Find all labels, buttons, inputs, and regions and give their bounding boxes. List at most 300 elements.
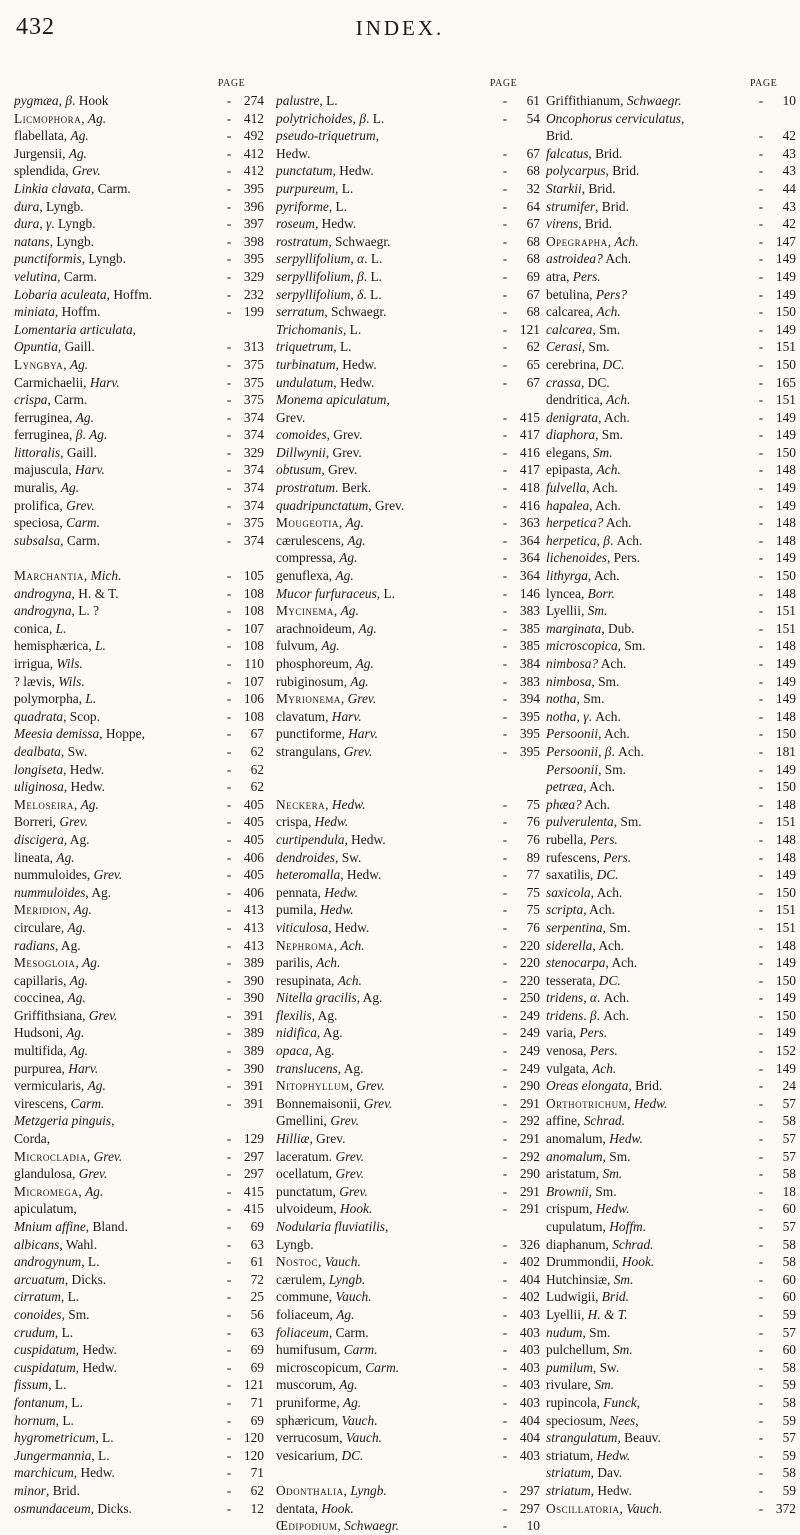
entry-name: Jungermannia, L. <box>14 1447 110 1463</box>
index-entry <box>546 198 796 216</box>
entry-name: verrucosum, Vauch. <box>276 1430 382 1446</box>
entry-dash: - <box>502 1359 508 1375</box>
index-entry <box>14 127 264 145</box>
entry-name: flabellata, Ag. <box>14 128 89 144</box>
entry-page: 150 <box>775 444 796 460</box>
entry-dash: - <box>226 1060 232 1076</box>
entry-name: nidifica, Ag. <box>276 1025 343 1041</box>
index-entry <box>276 567 540 585</box>
entry-name: aristatum, Sm. <box>546 1166 623 1182</box>
entry-dash: - <box>226 1166 232 1182</box>
entry-dash: - <box>502 743 508 759</box>
entry-page: 385 <box>519 620 540 636</box>
entry-dash: - <box>502 814 508 830</box>
entry-page: 403 <box>519 1447 540 1463</box>
entry-dash: - <box>758 1236 764 1252</box>
entry-name: Oncophorus cerviculatus, <box>546 110 685 126</box>
entry-name: Oscillatoria, Vauch. <box>546 1500 663 1516</box>
index-entry <box>276 303 540 321</box>
index-entry <box>276 690 540 708</box>
index-entry <box>546 1253 796 1271</box>
index-entry <box>546 321 796 339</box>
index-entry <box>546 1218 796 1236</box>
entry-dash: - <box>758 656 764 671</box>
entry-page: 42 <box>782 128 796 144</box>
entry-name: striatum, Hedw. <box>546 1447 631 1463</box>
entry-page: 389 <box>243 1043 264 1059</box>
entry-page: 406 <box>243 849 264 865</box>
entry-name: conica, L. <box>14 620 67 636</box>
entry-page: 148 <box>775 515 796 531</box>
index-entry <box>14 1288 264 1306</box>
entry-name: nimbosa, Sm. <box>546 673 620 689</box>
entry-page: 107 <box>243 620 264 636</box>
index-entry <box>14 1412 264 1430</box>
index-entry <box>546 1024 796 1042</box>
entry-dash: - <box>502 603 508 619</box>
index-entry <box>276 1324 540 1342</box>
entry-page: 57 <box>782 1430 796 1446</box>
entry-name: compressa, Ag. <box>276 550 358 566</box>
entry-dash: - <box>502 1060 508 1076</box>
entry-page: 405 <box>243 831 264 847</box>
entry-name: vesicarium, DC. <box>276 1447 364 1463</box>
entry-dash: - <box>758 1430 764 1446</box>
entry-name: punctatum, Hedw. <box>276 163 374 179</box>
index-entry <box>276 655 540 673</box>
index-entry <box>546 1007 796 1025</box>
index-entry <box>546 1412 796 1430</box>
entry-page: 147 <box>775 233 796 249</box>
entry-name: undulatum, Hedw. <box>276 374 375 390</box>
index-entry <box>276 198 540 216</box>
entry-dash: - <box>502 286 508 302</box>
entry-page: 181 <box>775 743 796 759</box>
entry-name: crispa, Hedw. <box>276 814 349 830</box>
entry-name: varia, Pers. <box>546 1025 608 1041</box>
entry-name: Hutchinsiæ, Sm. <box>546 1271 634 1287</box>
entry-page: 374 <box>243 497 264 513</box>
entry-dash: - <box>226 1324 232 1340</box>
index-entry <box>546 796 796 814</box>
entry-name: natans, Lyngb. <box>14 233 94 249</box>
entry-dash: - <box>758 515 764 531</box>
entry-name: hornum, L. <box>14 1412 74 1428</box>
entry-name: Micromega, Ag. <box>14 1183 104 1199</box>
entry-name: astroidea? Ach. <box>546 251 632 267</box>
index-entry <box>276 1500 540 1518</box>
index-entry <box>276 831 540 849</box>
index-entry <box>546 1394 796 1412</box>
index-entry <box>546 1042 796 1060</box>
entry-dash: - <box>226 286 232 302</box>
index-entry <box>276 1429 540 1447</box>
index-entry <box>546 268 796 286</box>
entry-name: cuspidatum, Hedw. <box>14 1359 117 1375</box>
entry-name: Hudsoni, Ag. <box>14 1025 85 1041</box>
index-entry <box>546 391 796 409</box>
entry-page: 395 <box>243 251 264 267</box>
entry-page: 69 <box>250 1342 264 1358</box>
entry-dash: - <box>226 919 232 935</box>
entry-dash: - <box>502 867 508 883</box>
entry-name: Grev. <box>276 409 306 425</box>
entry-name: Persoonii, Ach. <box>546 726 630 742</box>
entry-page: 65 <box>526 356 540 372</box>
index-entry <box>546 567 796 585</box>
entry-page: 150 <box>775 884 796 900</box>
index-entry <box>276 1253 540 1271</box>
entry-page: 391 <box>243 1078 264 1094</box>
entry-name: falcatus, Brid. <box>546 145 623 161</box>
index-entry <box>276 901 540 919</box>
index-entry <box>546 409 796 427</box>
entry-page: 390 <box>243 1060 264 1076</box>
entry-name: androgyna, L. ? <box>14 603 100 619</box>
entry-dash: - <box>226 1095 232 1111</box>
entry-dash: - <box>758 1025 764 1041</box>
entry-dash: - <box>758 550 764 566</box>
entry-page: 110 <box>244 656 264 671</box>
index-entry <box>14 989 264 1007</box>
entry-name: circulare, Ag. <box>14 919 86 935</box>
entry-dash: - <box>226 409 232 425</box>
entry-name: Drummondii, Hook. <box>546 1254 655 1270</box>
entry-name: fulvum, Ag. <box>276 638 340 654</box>
entry-dash: - <box>502 1306 508 1322</box>
entry-name: Nephroma, Ach. <box>276 937 365 953</box>
entry-page: 75 <box>526 796 540 812</box>
entry-name: anomalum, Hedw. <box>546 1131 643 1147</box>
entry-dash: - <box>226 691 232 707</box>
entry-page: 42 <box>782 216 796 232</box>
entry-name: fontanum, L. <box>14 1394 83 1410</box>
entry-name: diaphanum, Schrad. <box>546 1236 654 1252</box>
entry-name: serpyllifolium, α. L. <box>276 251 383 267</box>
entry-page: 149 <box>775 268 796 284</box>
index-entry <box>14 514 264 532</box>
entry-dash: - <box>758 1060 764 1076</box>
index-entry <box>546 637 796 655</box>
entry-name: Hilliæ, Grev. <box>276 1131 346 1147</box>
entry-dash: - <box>758 1412 764 1428</box>
entry-dash: - <box>226 462 232 478</box>
entry-name: rufescens, Pers. <box>546 849 632 865</box>
entry-page: 492 <box>243 128 264 144</box>
entry-dash: - <box>226 656 232 671</box>
entry-name: parilis, Ach. <box>276 955 341 971</box>
entry-name: pumilum, Sw. <box>546 1359 620 1375</box>
entry-dash: - <box>758 955 764 971</box>
entry-page: 61 <box>526 93 540 108</box>
entry-page: 59 <box>782 1377 796 1393</box>
entry-dash: - <box>758 1043 764 1059</box>
entry-name: calcarea, Ach. <box>546 304 621 320</box>
index-entry <box>546 690 796 708</box>
entry-page: 274 <box>243 93 264 108</box>
entry-name: androgynum, L. <box>14 1254 100 1270</box>
entry-name: striatum, Dav. <box>546 1465 623 1481</box>
index-entry <box>14 937 264 955</box>
entry-dash: - <box>502 550 508 566</box>
index-column-1 <box>14 92 264 1517</box>
entry-page: 149 <box>775 990 796 1006</box>
entry-page: 385 <box>519 638 540 654</box>
index-entry <box>546 673 796 691</box>
entry-dash: - <box>758 1447 764 1463</box>
index-entry <box>276 602 540 620</box>
entry-dash: - <box>758 990 764 1006</box>
entry-page: 129 <box>243 1131 264 1147</box>
entry-page: 329 <box>243 444 264 460</box>
entry-page: 150 <box>775 972 796 988</box>
index-entry <box>14 796 264 814</box>
entry-page: 43 <box>782 145 796 161</box>
entry-name: Mnium affine, Bland. <box>14 1219 128 1234</box>
index-entry <box>276 1077 540 1095</box>
index-entry <box>276 514 540 532</box>
entry-dash: - <box>758 743 764 759</box>
index-entry <box>14 1359 264 1377</box>
entry-dash: - <box>502 1095 508 1111</box>
index-entry <box>276 409 540 427</box>
entry-dash: - <box>502 198 508 214</box>
entry-page: 150 <box>775 568 796 584</box>
entry-name: diaphora, Sm. <box>546 427 624 443</box>
entry-page: 62 <box>250 1482 264 1498</box>
index-entry <box>276 338 540 356</box>
entry-page: 418 <box>519 480 540 496</box>
index-entry <box>14 901 264 919</box>
entry-page: 375 <box>243 392 264 408</box>
entry-dash: - <box>758 251 764 267</box>
entry-dash: - <box>226 849 232 865</box>
entry-dash: - <box>758 444 764 460</box>
entry-name: Lyngb. <box>276 1236 314 1252</box>
entry-dash: - <box>758 532 764 548</box>
entry-page: 395 <box>519 708 540 724</box>
index-entry <box>14 356 264 374</box>
entry-dash: - <box>226 145 232 161</box>
entry-page: 297 <box>519 1482 540 1498</box>
index-entry <box>276 919 540 937</box>
entry-dash: - <box>226 339 232 355</box>
entry-dash: - <box>226 304 232 320</box>
entry-page: 63 <box>250 1236 264 1252</box>
entry-page: 67 <box>526 286 540 302</box>
entry-name: saxicola, Ach. <box>546 884 623 900</box>
entry-page: 59 <box>782 1306 796 1322</box>
entry-name: Borreri, Grev. <box>14 814 88 830</box>
entry-page: 150 <box>775 779 796 795</box>
entry-page: 59 <box>782 1412 796 1428</box>
entry-dash: - <box>758 585 764 601</box>
entry-dash: - <box>226 1482 232 1498</box>
entry-name: rivulare, Sm. <box>546 1377 615 1393</box>
entry-name: notha, γ. Ach. <box>546 708 621 724</box>
entry-name: cerebrina, DC. <box>546 356 625 372</box>
entry-dash: - <box>502 585 508 601</box>
entry-page: 232 <box>243 286 264 302</box>
entry-name: Corda, <box>14 1131 51 1147</box>
entry-page: 148 <box>775 937 796 953</box>
entry-dash: - <box>502 1113 508 1129</box>
index-entry <box>14 1447 264 1465</box>
index-entry <box>276 1271 540 1289</box>
entry-name: conoides, Sm. <box>14 1306 90 1322</box>
entry-dash: - <box>226 902 232 918</box>
entry-dash: - <box>226 1043 232 1059</box>
entry-name: vulgata, Ach. <box>546 1060 617 1076</box>
index-entry <box>276 972 540 990</box>
entry-page: 69 <box>250 1359 264 1375</box>
entry-dash: - <box>758 93 764 108</box>
index-entry <box>546 356 796 374</box>
entry-dash: - <box>226 374 232 390</box>
entry-dash: - <box>502 1342 508 1358</box>
index-entry <box>14 1183 264 1201</box>
index-entry <box>546 514 796 532</box>
entry-page: 291 <box>519 1201 540 1217</box>
entry-page: 250 <box>519 990 540 1006</box>
entry-page: 403 <box>519 1306 540 1322</box>
entry-page: 249 <box>519 1025 540 1041</box>
index-entry <box>14 585 264 603</box>
entry-page: 44 <box>782 180 796 196</box>
entry-name: cirratum, L. <box>14 1289 80 1305</box>
entry-page: 416 <box>519 497 540 513</box>
index-entry <box>14 162 264 180</box>
index-entry <box>276 233 540 251</box>
entry-dash: - <box>758 1342 764 1358</box>
entry-page: 413 <box>243 937 264 953</box>
index-entry <box>546 1060 796 1078</box>
entry-dash: - <box>758 1482 764 1498</box>
index-entry <box>546 1130 796 1148</box>
entry-page: 297 <box>243 1148 264 1164</box>
entry-page: 412 <box>243 163 264 179</box>
entry-name: multifida, Ag. <box>14 1043 89 1059</box>
entry-name: rubiginosum, Ag. <box>276 673 369 689</box>
entry-name: Marchantia, Mich. <box>14 568 122 584</box>
entry-name: pennata, Hedw. <box>276 884 358 900</box>
entry-dash: - <box>758 145 764 161</box>
entry-page: 62 <box>250 779 264 795</box>
entry-page: 403 <box>519 1377 540 1393</box>
index-entry <box>14 761 264 779</box>
entry-name: littoralis, Gaill. <box>14 444 97 460</box>
entry-page: 199 <box>243 304 264 320</box>
entry-dash: - <box>226 884 232 900</box>
index-entry <box>546 1112 796 1130</box>
index-entry <box>14 374 264 392</box>
entry-name: translucens, Ag. <box>276 1060 364 1076</box>
index-entry <box>14 1464 264 1482</box>
index-entry <box>14 286 264 304</box>
entry-name: minor, Brid. <box>14 1482 80 1498</box>
entry-name: Myrionema, Grev. <box>276 691 377 707</box>
entry-name: cuspidatum, Hedw. <box>14 1342 117 1358</box>
entry-page: 146 <box>519 585 540 601</box>
entry-page: 249 <box>519 1007 540 1023</box>
entry-name: pyriforme, L. <box>276 198 348 214</box>
entry-name: pygmæa, β. Hook <box>14 93 109 108</box>
entry-page: 107 <box>243 673 264 689</box>
entry-name: ulvoideum, Hook. <box>276 1201 373 1217</box>
index-entry <box>276 989 540 1007</box>
entry-dash: - <box>226 831 232 847</box>
index-entry <box>546 884 796 902</box>
index-entry <box>276 92 540 110</box>
entry-name <box>276 761 498 779</box>
entry-name: Neckera, Hedw. <box>276 796 366 812</box>
entry-name: epipasta, Ach. <box>546 462 621 478</box>
entry-dash: - <box>226 110 232 126</box>
entry-dash: - <box>502 497 508 513</box>
entry-name: notha, Sm. <box>546 691 605 707</box>
entry-page: 149 <box>775 691 796 707</box>
entry-dash: - <box>502 1289 508 1305</box>
entry-dash: - <box>758 884 764 900</box>
entry-dash: - <box>502 163 508 179</box>
entry-name: betulina, Pers? <box>546 286 628 302</box>
entry-dash: - <box>502 145 508 161</box>
entry-name: rupincola, Funck, <box>546 1394 641 1410</box>
entry-page: 149 <box>775 761 796 777</box>
entry-dash: - <box>502 1043 508 1059</box>
entry-dash: - <box>226 356 232 372</box>
entry-name: virescens, Carm. <box>14 1095 105 1111</box>
entry-name: sphæricum, Vauch. <box>276 1412 378 1428</box>
index-entry <box>276 725 540 743</box>
entry-name: obtusum, Grev. <box>276 462 358 478</box>
entry-name: uliginosa, Hedw. <box>14 779 106 795</box>
index-entry <box>276 497 540 515</box>
entry-name: splendida, Grev. <box>14 163 101 179</box>
entry-name: albicans, Wahl. <box>14 1236 98 1252</box>
entry-page: 384 <box>519 656 540 671</box>
entry-name: palustre, L. <box>276 93 338 108</box>
entry-name: vermicularis, Ag. <box>14 1078 106 1094</box>
entry-dash: - <box>758 708 764 724</box>
entry-name: Œdipodium, Schwaegr. <box>276 1518 399 1534</box>
entry-dash: - <box>502 708 508 724</box>
index-entry <box>14 1200 264 1218</box>
index-entry <box>276 268 540 286</box>
entry-page: 383 <box>519 673 540 689</box>
entry-name: dendroides, Sw. <box>276 849 362 865</box>
entry-name: muralis, Ag. <box>14 480 80 496</box>
entry-page: 108 <box>243 603 264 619</box>
entry-page: 59 <box>782 1482 796 1498</box>
entry-page: 68 <box>526 304 540 320</box>
entry-dash: - <box>226 1078 232 1094</box>
entry-name: majuscula, Harv. <box>14 462 105 478</box>
index-entry <box>546 1095 796 1113</box>
entry-page: 415 <box>243 1183 264 1199</box>
entry-page: 402 <box>519 1254 540 1270</box>
entry-name: dura, Lyngb. <box>14 198 84 214</box>
entry-name: Odonthalia, Lyngb. <box>276 1482 387 1498</box>
index-entry <box>14 708 264 726</box>
index-entry <box>14 110 264 128</box>
entry-name: Bonnemaisonii, Grev. <box>276 1095 393 1111</box>
entry-page: 60 <box>782 1201 796 1217</box>
entry-dash: - <box>758 761 764 777</box>
index-entry <box>276 954 540 972</box>
entry-name: hemisphærica, L. <box>14 638 106 654</box>
entry-page: 329 <box>243 268 264 284</box>
